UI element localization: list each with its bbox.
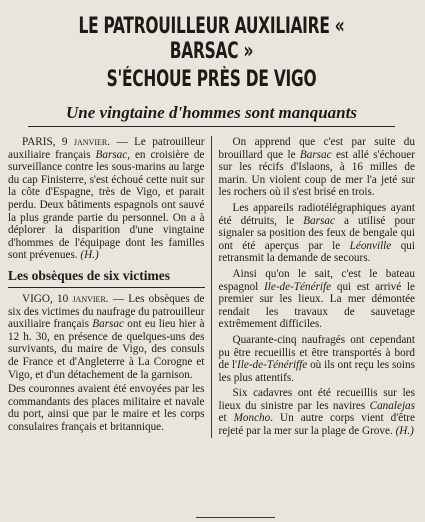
fog-paragraph <box>219 136 416 199</box>
ship-name: Canalejas <box>369 399 415 412</box>
paragraph-text: qui retransmit la demande de secours. <box>218 239 416 265</box>
paragraph-text: et <box>218 412 234 425</box>
paragraph-text: qui est arrivé le premier sur les lieux. La mer démontée rendait les travaux de sauvetage extrêmement difficiles. <box>218 280 415 331</box>
dateline-vigo: VIGO, 10 janvier. <box>22 292 109 305</box>
headline-line-2: S'ÉCHOUE PRÈS DE VIGO <box>106 67 317 92</box>
paragraph-text: est allé s'échouer sur les récifs d'Islaons, à 16 milles de marin. Un violent coup de mer l'a jeté sur les rochers où il s'est brisé en trois. <box>218 148 415 199</box>
section-title: Les obsèques de six victimes <box>8 268 205 288</box>
paragraph-text: On apprend que c'est par suite du brouillard que le <box>218 136 415 161</box>
ship-name: Barsac <box>299 148 332 161</box>
article-columns <box>8 136 415 438</box>
paragraph-text: a utilisé pour signaler sa position des feux de bengale qui ont été aperçus par le <box>218 214 415 252</box>
ship-name: Barsac <box>303 214 335 227</box>
ship-name: Barsac <box>95 148 128 161</box>
wreaths-paragraph: Des couronnes avaient été envoyées par les commandants des places militaire et navale du port, ainsi que par le maire et les corps consulaires français et britannique. <box>8 383 205 433</box>
ship-name: Ile-de-Ténérife <box>264 280 332 293</box>
paragraph-text: . Un autre corps vient d'être rejeté par la mer sur la plage de Grove. <box>218 412 416 438</box>
right-column <box>212 136 416 438</box>
agency-signature: (H.) <box>80 249 99 262</box>
paragraph-text: ont eu lieu hier à 12 h. 30, en présence de quelques-uns des survivants, du maire de Vigo, des consuls de France et d'Angleterre à La Corogne et Vigo, et d'un détachement de la garnison. <box>8 318 205 381</box>
paragraph-text: Les appareils radiotélégraphiques ayant été détruits, le <box>218 201 415 227</box>
radio-paragraph <box>219 202 416 265</box>
subheadline: Une vingtaine d'hommes sont manquants <box>28 103 395 127</box>
paragraph-text: où ils ont reçu les soins les plus attentifs. <box>218 359 415 384</box>
ship-name: Barsac <box>92 318 124 331</box>
ship-name: Ile-de-Ténériffe <box>237 359 308 372</box>
paragraph-text: Six cadavres ont été recueillis sur les lieux du sinistre par les navires <box>218 387 415 412</box>
headline-line-1: LE PATROUILLEUR AUXILIAIRE « BARSAC » <box>78 14 345 64</box>
dateline-paris: PARIS, 9 janvier. <box>22 136 111 148</box>
vigo-paragraph <box>8 293 205 381</box>
bottom-rule <box>196 517 275 518</box>
rescue-ship-paragraph <box>219 268 416 331</box>
ship-name: Léonville <box>349 239 392 252</box>
paragraph-text: — Les obsèques de six des victimes du naufrage du patrouilleur auxiliaire français <box>8 292 205 331</box>
paragraph-text: , en croisière de surveillance contre les sous-marins au large du cap Finisterre, s'est échoué cette nuit sur la côte d'Espagne, très de Vigo, et parait perdu. Deux bâtiments espagnols ont sauvé la plus grande partie du personnel. On a à déplorer la disparition d'une vingtaine d'hommes de l'équipage dont les familles sont prévenues. <box>8 148 205 262</box>
agency-signature: (H.) <box>395 425 414 438</box>
paragraph-text: — Le patrouilleur auxiliaire français <box>8 136 205 161</box>
paragraph-text: Quarante-cinq naufragés ont cependant pu être recueillis et être transportés à bord de l' <box>218 333 415 372</box>
paris-paragraph <box>8 136 205 262</box>
ship-name: Moncho <box>233 412 271 425</box>
paragraph-text: Ainsi qu'on le sait, c'est le bateau espagnol <box>218 267 415 293</box>
bodies-paragraph <box>219 387 416 437</box>
left-column <box>8 136 212 438</box>
survivors-paragraph <box>219 334 416 384</box>
